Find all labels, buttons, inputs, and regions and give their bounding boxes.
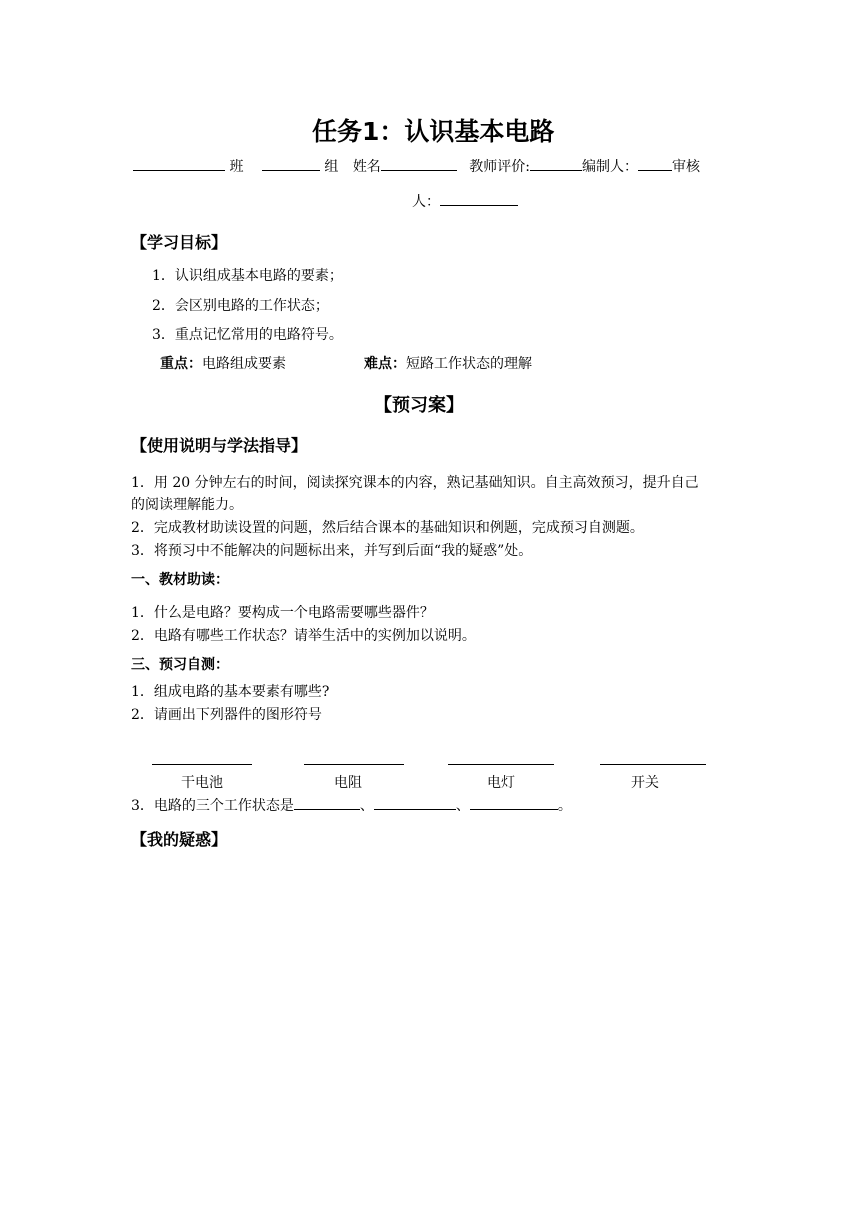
group-label: 组 <box>324 159 339 175</box>
goals-heading: 【学习目标】 <box>131 233 228 252</box>
guide-heading: 【使用说明与学法指导】 <box>131 436 308 455</box>
selftest-q3 <box>131 795 572 815</box>
selftest-q1: 1．组成电路的基本要素有哪些? <box>131 684 330 700</box>
state-blank-2[interactable] <box>374 795 456 810</box>
class-label: 班 <box>229 159 244 175</box>
key-text: 电路组成要素 <box>202 356 286 372</box>
header-info-line <box>133 156 700 176</box>
symbol-label-resistor: 电阻 <box>334 775 362 791</box>
review-label: 审核 <box>671 159 700 175</box>
symbol-label-switch: 开关 <box>631 775 659 791</box>
guide-p3: 3．将预习中不能解决的问题标出来，并写到后面“我的疑惑”处。 <box>131 543 533 559</box>
author-label: 编制人： <box>581 159 638 175</box>
difficult-label: 难点： <box>364 356 406 372</box>
difficult-text: 短路工作状态的理解 <box>406 356 532 372</box>
reading-heading: 一、教材助读： <box>131 572 229 588</box>
review-label-2: 人： <box>412 194 440 210</box>
q3-text: 3．电路的三个工作状态是 <box>131 798 294 814</box>
guide-p1a: 1．用 20 分钟左右的时间，阅读探究课本的内容，熟记基础知识。自主高效预习，提升自己 <box>131 475 699 491</box>
selftest-q2: 2．请画出下列器件的图形符号 <box>131 707 322 723</box>
class-blank[interactable] <box>133 156 225 171</box>
reading-q2: 2．电路有哪些工作状态？请举生活中的实例加以说明。 <box>131 628 476 644</box>
key-label: 重点： <box>160 356 202 372</box>
symbol-blank-lamp[interactable] <box>448 764 554 765</box>
guide-p2: 2．完成教材助读设置的问题，然后结合课本的基础知识和例题，完成预习自测题。 <box>131 520 644 536</box>
teacher-blank[interactable] <box>530 156 582 171</box>
author-blank[interactable] <box>638 156 672 171</box>
symbol-label-battery: 干电池 <box>181 775 223 791</box>
symbol-blank-resistor[interactable] <box>304 764 404 765</box>
page-title: 任务1：认识基本电路 <box>312 117 555 146</box>
doubt-heading: 【我的疑惑】 <box>131 830 228 849</box>
name-blank[interactable] <box>381 156 457 171</box>
symbol-label-lamp: 电灯 <box>487 775 515 791</box>
state-blank-3[interactable] <box>470 795 558 810</box>
name-label: 姓名 <box>352 159 381 175</box>
sep: 、 <box>359 798 374 814</box>
selftest-heading: 三、预习自测： <box>131 657 229 673</box>
guide-p1b: 的阅读理解能力。 <box>131 497 243 513</box>
group-blank[interactable] <box>262 156 320 171</box>
header-info-line-2 <box>412 191 518 211</box>
reading-q1: 1．什么是电路？要构成一个电路需要哪些器件？ <box>131 605 434 621</box>
teacher-label: 教师评价: <box>469 159 530 175</box>
symbol-blank-switch[interactable] <box>600 764 706 765</box>
state-blank-1[interactable] <box>294 795 360 810</box>
preview-heading: 【预习案】 <box>374 395 464 416</box>
key-points <box>160 353 286 373</box>
review-blank[interactable] <box>440 191 518 206</box>
symbol-blank-battery[interactable] <box>152 764 252 765</box>
goal-item: 1．认识组成基本电路的要素； <box>152 268 343 284</box>
end-mark: 。 <box>557 798 572 814</box>
goal-item: 2．会区别电路的工作状态； <box>152 298 329 314</box>
difficult-points <box>364 353 532 373</box>
sep: 、 <box>455 798 470 814</box>
goal-item: 3．重点记忆常用的电路符号。 <box>152 327 343 343</box>
